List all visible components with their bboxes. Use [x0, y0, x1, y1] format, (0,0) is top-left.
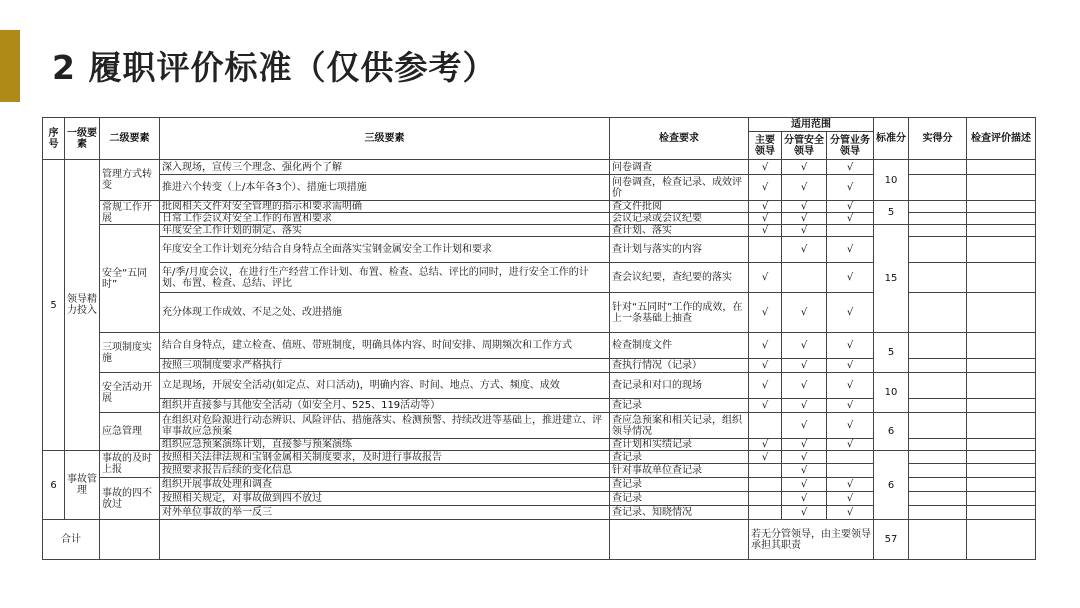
- scope-business-mark: √: [827, 439, 874, 451]
- scope-business-mark: √: [827, 413, 874, 439]
- scope-main-mark: [749, 464, 782, 478]
- desc-cell: [967, 413, 1036, 439]
- desc-cell: [967, 373, 1036, 399]
- desc-cell: [967, 399, 1036, 413]
- desc-cell: [967, 237, 1036, 263]
- total-level2-cell: [100, 520, 160, 560]
- scope-safety-mark: √: [782, 237, 827, 263]
- level3-item: 深入现场，宣传三个理念、强化两个了解: [160, 160, 610, 175]
- total-score: 57: [874, 520, 909, 560]
- standard-score: 10: [874, 160, 909, 201]
- header-scope-main: 主要领导: [749, 132, 782, 160]
- standard-score: 5: [874, 201, 909, 225]
- desc-cell: [967, 333, 1036, 359]
- desc-cell: [967, 506, 1036, 520]
- check-req: 查记录、知晓情况: [610, 506, 749, 520]
- scope-safety-mark: √: [782, 293, 827, 333]
- scope-main-mark: √: [749, 359, 782, 373]
- standard-score: 10: [874, 373, 909, 413]
- check-req: 查记录: [610, 478, 749, 492]
- group-name: 事故管理: [65, 451, 100, 520]
- total-level3-cell: [160, 520, 610, 560]
- level3-item: 年度安全工作计划充分结合自身特点全面落实宝钢金属安全工作计划和要求: [160, 237, 610, 263]
- level2-item: 事故的四不放过: [100, 478, 160, 520]
- level2-item: 安全“五同时”: [100, 225, 160, 333]
- level2-item: 三项制度实施: [100, 333, 160, 373]
- scope-safety-mark: √: [782, 478, 827, 492]
- table-row: [43, 225, 1036, 237]
- scope-business-mark: √: [827, 333, 874, 359]
- page-title: 2 履职评价标准（仅供参考）: [52, 48, 497, 87]
- desc-cell: [967, 492, 1036, 506]
- scope-safety-mark: √: [782, 399, 827, 413]
- level3-item: 充分体现工作成效、不足之处、改进措施: [160, 293, 610, 333]
- actual-score-cell: [909, 160, 967, 175]
- actual-score-cell: [909, 506, 967, 520]
- scope-main-mark: √: [749, 333, 782, 359]
- scope-safety-mark: √: [782, 492, 827, 506]
- check-req: 查计划与落实的内容: [610, 237, 749, 263]
- table-row: [43, 201, 1036, 213]
- total-note: 若无分管领导，由主要领导承担其职责: [749, 520, 874, 560]
- scope-main-mark: √: [749, 201, 782, 213]
- check-req: 针对事故单位查记录: [610, 464, 749, 478]
- level3-item: 在组织对危险源进行动态辨识、风险评估、措施落实、检测预警、持续改进等基础上，推进建立、评审事故应急预案: [160, 413, 610, 439]
- scope-main-mark: [749, 506, 782, 520]
- scope-safety-mark: √: [782, 413, 827, 439]
- scope-main-mark: √: [749, 213, 782, 225]
- table-header-row: [43, 118, 1036, 132]
- header-no: 序号: [43, 118, 65, 160]
- total-row: [43, 520, 1036, 560]
- check-req: 查应急预案和相关记录，组织领导情况: [610, 413, 749, 439]
- scope-safety-mark: √: [782, 359, 827, 373]
- desc-cell: [967, 478, 1036, 492]
- desc-cell: [967, 464, 1036, 478]
- scope-business-mark: √: [827, 201, 874, 213]
- header-desc: 检查评价描述: [967, 118, 1036, 160]
- level3-item: 日常工作会议对安全工作的布置和要求: [160, 213, 610, 225]
- scope-safety-mark: √: [782, 506, 827, 520]
- scope-business-mark: √: [827, 293, 874, 333]
- scope-safety-mark: √: [782, 373, 827, 399]
- desc-cell: [967, 439, 1036, 451]
- desc-cell: [967, 175, 1036, 201]
- desc-cell: [967, 451, 1036, 464]
- scope-safety-mark: √: [782, 225, 827, 237]
- check-req: 会议记录或会议纪要: [610, 213, 749, 225]
- scope-business-mark: √: [827, 359, 874, 373]
- group-no: 6: [43, 451, 65, 520]
- desc-cell: [967, 225, 1036, 237]
- scope-safety-mark: √: [782, 160, 827, 175]
- header-level3: 三级要素: [160, 118, 610, 160]
- scope-main-mark: [749, 413, 782, 439]
- table-row: [43, 160, 1036, 175]
- level2-item: 管理方式转变: [100, 160, 160, 201]
- scope-business-mark: √: [827, 263, 874, 293]
- scope-main-mark: √: [749, 451, 782, 464]
- actual-score-cell: [909, 478, 967, 492]
- check-req: 问卷调查: [610, 160, 749, 175]
- scope-main-mark: √: [749, 263, 782, 293]
- scope-business-mark: [827, 451, 874, 464]
- scope-main-mark: √: [749, 175, 782, 201]
- level2-item: 应急管理: [100, 413, 160, 451]
- actual-score-cell: [909, 175, 967, 201]
- actual-score-cell: [909, 492, 967, 506]
- actual-score-cell: [909, 201, 967, 213]
- header-standard-score: 标准分: [874, 118, 909, 160]
- actual-score-cell: [909, 359, 967, 373]
- scope-main-mark: √: [749, 225, 782, 237]
- scope-business-mark: √: [827, 237, 874, 263]
- check-req: 检查制度文件: [610, 333, 749, 359]
- table-row: [43, 451, 1036, 464]
- header-actual-score: 实得分: [909, 118, 967, 160]
- level3-item: 组织应急预案演练计划，直接参与预案演练: [160, 439, 610, 451]
- level3-item: 按照三项制度要求严格执行: [160, 359, 610, 373]
- desc-cell: [967, 160, 1036, 175]
- group-name: 领导精力投入: [65, 160, 100, 451]
- level3-item: 按照相关法律法规和宝钢金属相关制度要求，及时进行事故报告: [160, 451, 610, 464]
- total-desc-cell: [967, 520, 1036, 560]
- header-scope-safety: 分管安全领导: [782, 132, 827, 160]
- level3-item: 年/季/月度会议，在进行生产经营工作计划、布置、检查、总结、评比的同时，进行安全工作的计划、布置、检查、总结、评比: [160, 263, 610, 293]
- desc-cell: [967, 359, 1036, 373]
- table-row: [43, 413, 1036, 439]
- scope-safety-mark: [782, 263, 827, 293]
- actual-score-cell: [909, 413, 967, 439]
- scope-main-mark: [749, 478, 782, 492]
- standard-score: 6: [874, 451, 909, 520]
- header-scope-business: 分管业务领导: [827, 132, 874, 160]
- group-no: 5: [43, 160, 65, 451]
- scope-business-mark: √: [827, 175, 874, 201]
- scope-main-mark: [749, 492, 782, 506]
- scope-business-mark: √: [827, 478, 874, 492]
- total-label: 合计: [43, 520, 100, 560]
- scope-safety-mark: √: [782, 464, 827, 478]
- actual-score-cell: [909, 293, 967, 333]
- check-req: 查记录: [610, 492, 749, 506]
- check-req: 问卷调查，检查记录、成效评价: [610, 175, 749, 201]
- actual-score-cell: [909, 333, 967, 359]
- header-check-req: 检查要求: [610, 118, 749, 160]
- desc-cell: [967, 293, 1036, 333]
- header-level2: 二级要素: [100, 118, 160, 160]
- actual-score-cell: [909, 373, 967, 399]
- standard-score: 15: [874, 225, 909, 333]
- check-req: 查记录和对口的现场: [610, 373, 749, 399]
- actual-score-cell: [909, 451, 967, 464]
- level3-item: 对外单位事故的举一反三: [160, 506, 610, 520]
- scope-main-mark: √: [749, 439, 782, 451]
- actual-score-cell: [909, 237, 967, 263]
- desc-cell: [967, 263, 1036, 293]
- actual-score-cell: [909, 399, 967, 413]
- scope-business-mark: √: [827, 373, 874, 399]
- level3-item: 立足现场，开展安全活动(如定点、对口活动)，明确内容、时间、地点、方式、频度、成效: [160, 373, 610, 399]
- check-req: 查记录: [610, 399, 749, 413]
- check-req: 查计划和实绩记录: [610, 439, 749, 451]
- scope-main-mark: √: [749, 373, 782, 399]
- level3-item: 按照相关规定，对事故做到四不放过: [160, 492, 610, 506]
- actual-score-cell: [909, 464, 967, 478]
- scope-business-mark: √: [827, 506, 874, 520]
- scope-business-mark: √: [827, 213, 874, 225]
- total-actual-cell: [909, 520, 967, 560]
- scope-main-mark: √: [749, 399, 782, 413]
- scope-business-mark: √: [827, 160, 874, 175]
- actual-score-cell: [909, 213, 967, 225]
- table-row: [43, 333, 1036, 359]
- level3-item: 按照要求报告后续的变化信息: [160, 464, 610, 478]
- actual-score-cell: [909, 263, 967, 293]
- actual-score-cell: [909, 225, 967, 237]
- header-level1: 一级要素: [65, 118, 100, 160]
- level2-item: 常规工作开展: [100, 201, 160, 225]
- check-req: 查执行情况（记录）: [610, 359, 749, 373]
- table-row: [43, 373, 1036, 399]
- scope-business-mark: √: [827, 492, 874, 506]
- scope-main-mark: √: [749, 160, 782, 175]
- header-scope: 适用范围: [749, 118, 874, 132]
- check-req: 查计划、落实: [610, 225, 749, 237]
- scope-safety-mark: √: [782, 333, 827, 359]
- standard-score: 5: [874, 333, 909, 373]
- check-req: 针对“五同时”工作的成效，在上一条基础上抽查: [610, 293, 749, 333]
- level3-item: 组织并直接参与其他安全活动（如安全月、525、119活动等）: [160, 399, 610, 413]
- check-req: 查记录: [610, 451, 749, 464]
- scope-safety-mark: √: [782, 439, 827, 451]
- level3-item: 批阅相关文件对安全管理的指示和要求需明确: [160, 201, 610, 213]
- scope-safety-mark: √: [782, 201, 827, 213]
- scope-main-mark: [749, 237, 782, 263]
- scope-business-mark: [827, 225, 874, 237]
- scope-safety-mark: √: [782, 175, 827, 201]
- standard-score: 6: [874, 413, 909, 451]
- scope-safety-mark: √: [782, 451, 827, 464]
- evaluation-table: [42, 117, 1036, 560]
- title-accent-bar: [0, 30, 20, 102]
- scope-main-mark: √: [749, 293, 782, 333]
- level3-item: 推进六个转变（上/本年各3个）、措施七项措施: [160, 175, 610, 201]
- level3-item: 结合自身特点，建立检查、值班、带班制度，明确具体内容、时间安排、周期频次和工作方式: [160, 333, 610, 359]
- level2-item: 安全活动开展: [100, 373, 160, 413]
- scope-business-mark: √: [827, 399, 874, 413]
- level3-item: 年度安全工作计划的制定、落实: [160, 225, 610, 237]
- scope-safety-mark: √: [782, 213, 827, 225]
- total-req-cell: [610, 520, 749, 560]
- desc-cell: [967, 201, 1036, 213]
- check-req: 查文件批阅: [610, 201, 749, 213]
- scope-business-mark: [827, 464, 874, 478]
- actual-score-cell: [909, 439, 967, 451]
- check-req: 查会议纪要，查纪要的落实: [610, 263, 749, 293]
- level2-item: 事故的及时上报: [100, 451, 160, 478]
- level3-item: 组织开展事故处理和调查: [160, 478, 610, 492]
- desc-cell: [967, 213, 1036, 225]
